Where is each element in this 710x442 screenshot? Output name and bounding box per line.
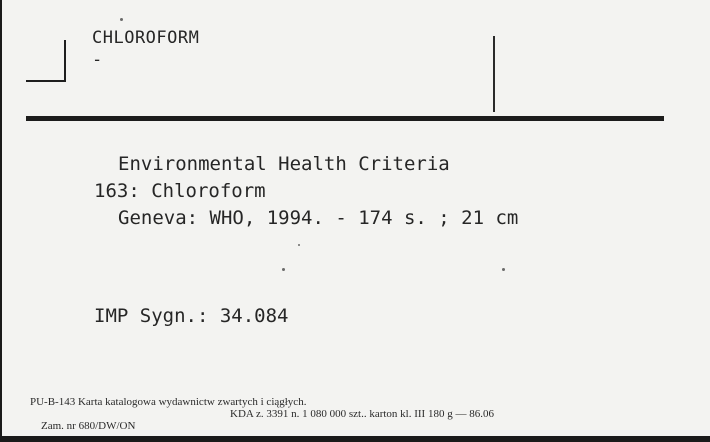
- footer-print-run: KDA z. 3391 n. 1 080 000 szt.. karton kl. III 180 g — 86.06: [230, 408, 494, 420]
- footer-print-line: [30, 408, 494, 442]
- corner-bracket-horizontal: [26, 80, 66, 82]
- footer-order-number: Zam. nr 680/DW/ON: [41, 420, 136, 432]
- heading-dash: -: [92, 50, 103, 70]
- footer-form-line: PU-B-143 Karta katalogowa wydawnictw zwartych i ciągłych.: [30, 396, 307, 408]
- call-number: IMP Sygn.: 34.084: [94, 305, 289, 327]
- paper-speck: [282, 268, 285, 271]
- horizontal-rule: [26, 116, 664, 121]
- volume-title: 163: Chloroform: [94, 180, 266, 202]
- corner-bracket-vertical: [64, 40, 66, 82]
- publication-details: Geneva: WHO, 1994. - 174 s. ; 21 cm: [118, 207, 519, 229]
- paper-speck: [120, 18, 123, 21]
- card-heading: CHLOROFORM: [92, 28, 200, 48]
- series-title: Environmental Health Criteria: [118, 153, 450, 175]
- paper-speck: [298, 244, 300, 246]
- paper-speck: [502, 268, 505, 271]
- vertical-divider: [493, 36, 495, 112]
